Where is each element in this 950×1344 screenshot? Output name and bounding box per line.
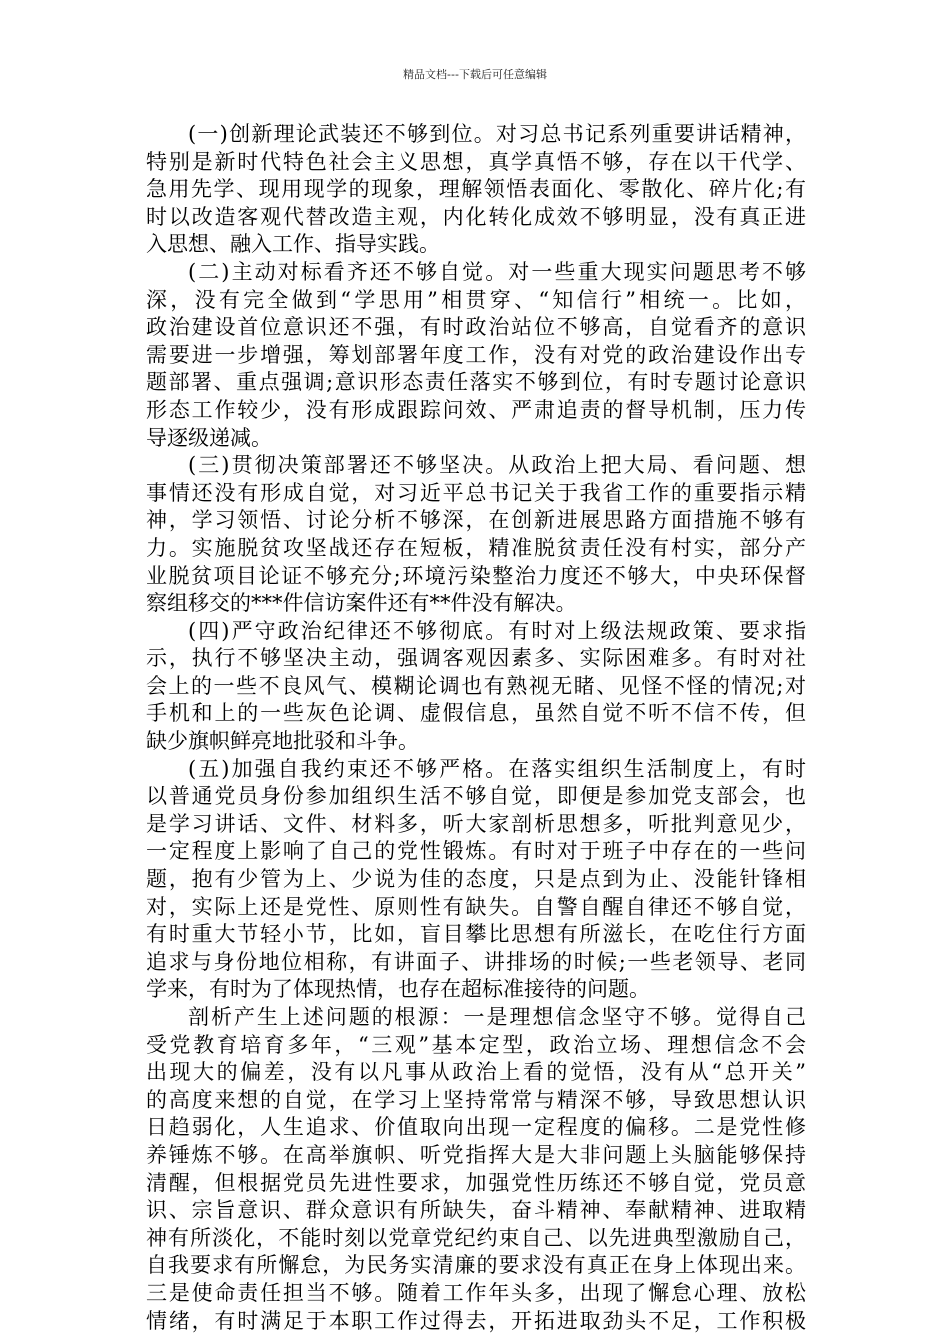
text-line: 三是使命责任担当不够。随着工作年头多，出现了懈怠心理、放松 [146, 1280, 806, 1305]
text-line: 时以改造客观代替改造主观，内化转化成效不够明显，没有真正进 [146, 204, 806, 229]
text-line: 出现大的偏差，没有以凡事从政治上看的觉悟，没有从“总开关” [146, 1060, 806, 1085]
text-line: 养锤炼不够。在高举旗帜、听党指挥大是大非问题上头脑能够保持 [146, 1142, 806, 1167]
text-line: (三)贯彻决策部署还不够坚决。从政治上把大局、看问题、想 [188, 453, 806, 478]
text-line: 神有所淡化，不能时刻以党章党纪约束自己、以先进典型激励自己， [146, 1225, 806, 1250]
text-line: 剖析产生上述问题的根源：一是理想信念坚守不够。觉得自己 [188, 1005, 806, 1029]
text-line: (二)主动对标看齐还不够自觉。对一些重大现实问题思考不够 [188, 259, 806, 284]
text-line: (五)加强自我约束还不够严格。在落实组织生活制度上，有时 [188, 756, 806, 781]
text-line: 的高度来想的自觉，在学习上坚持常常与精深不够，导致思想认识 [146, 1087, 806, 1112]
text-line: 识、宗旨意识、群众意识有所缺失，奋斗精神、奉献精神、进取精 [146, 1198, 806, 1223]
text-line: 是学习讲话、文件、材料多，听大家剖析思想多，听批判意见少， [146, 811, 806, 836]
text-line: 学来，有时为了体现热情，也存在超标准接待的问题。 [146, 977, 650, 1002]
text-line: 情绪，有时满足于本职工作过得去，开拓进取劲头不足，工作积极 [146, 1308, 806, 1333]
text-line: 受党教育培育多年，“三观”基本定型，政治立场、理想信念不会 [146, 1032, 806, 1057]
page-header: 精品文档---下载后可任意编辑 [403, 68, 547, 81]
text-line: 示，执行不够坚决主动，强调客观因素多、实际困难多。有时对社 [146, 646, 806, 671]
text-line: 会上的一些不良风气、模糊论调也有熟视无睹、见怪不怪的情况;对 [146, 673, 806, 698]
text-line: (一)创新理论武装还不够到位。对习总书记系列重要讲话精神， [188, 122, 806, 146]
document-body [146, 121, 806, 1335]
text-line: 题，抱有少管为上、少说为佳的态度，只是点到为止、没能针锋相 [146, 867, 806, 892]
text-line: 导逐级递减。 [146, 425, 272, 450]
text-line: (四)严守政治纪律还不够彻底。有时对上级法规政策、要求指 [188, 618, 806, 643]
text-line: 清醒，但根据党员先进性要求，加强党性历练还不够自觉，党员意 [146, 1170, 806, 1195]
text-line: 追求与身份地位相称，有讲面子、讲排场的时候;一些老领导、老同 [146, 949, 806, 974]
text-line: 特别是新时代特色社会主义思想，真学真悟不够，存在以干代学、 [146, 149, 806, 174]
text-line: 事情还没有形成自觉，对习近平总书记关于我省工作的重要指示精 [146, 480, 806, 505]
text-line: 以普通党员身份参加组织生活不够自觉，即便是参加党支部会，也 [146, 784, 806, 809]
text-line: 题部署、重点强调;意识形态责任落实不够到位，有时专题讨论意识 [146, 370, 806, 395]
text-line: 察组移交的***件信访案件还有**件没有解决。 [146, 591, 577, 616]
text-line: 需要进一步增强，筹划部署年度工作，没有对党的政治建设作出专 [146, 342, 806, 367]
text-line: 一定程度上影响了自己的党性锻炼。有时对于班子中存在的一些问 [146, 839, 806, 864]
text-line: 深，没有完全做到“学思用”相贯穿、“知信行”相统一。比如， [146, 287, 806, 312]
text-line: 有时重大节轻小节，比如，盲目攀比思想有所滋长，在吃住行方面 [146, 922, 806, 947]
text-line: 手机和上的一些灰色论调、虚假信息，虽然自觉不听不信不传，但 [146, 701, 806, 726]
text-line: 力。实施脱贫攻坚战还存在短板，精准脱贫责任没有村实，部分产 [146, 535, 806, 560]
text-line: 入思想、融入工作、指导实践。 [146, 232, 440, 257]
text-line: 自我要求有所懈怠，为民务实清廉的要求没有真正在身上体现出来。 [146, 1253, 806, 1278]
text-line: 日趋弱化，人生追求、价值取向出现一定程度的偏移。二是党性修 [146, 1115, 806, 1140]
text-line: 业脱贫项目论证不够充分;环境污染整治力度还不够大，中央环保督 [146, 563, 806, 588]
text-line: 对，实际上还是党性、原则性有缺失。自警自醒自律还不够自觉， [146, 894, 806, 919]
text-line: 缺少旗帜鲜亮地批驳和斗争。 [146, 729, 419, 754]
text-line: 急用先学、现用现学的现象，理解领悟表面化、零散化、碎片化;有 [146, 177, 806, 202]
text-line: 神，学习领悟、讨论分析不够深，在创新进展思路方面措施不够有 [146, 508, 806, 533]
text-line: 政治建设首位意识还不强，有时政治站位不够高，自觉看齐的意识 [146, 315, 806, 340]
text-line: 形态工作较少，没有形成跟踪问效、严肃追责的督导机制，压力传 [146, 397, 806, 422]
